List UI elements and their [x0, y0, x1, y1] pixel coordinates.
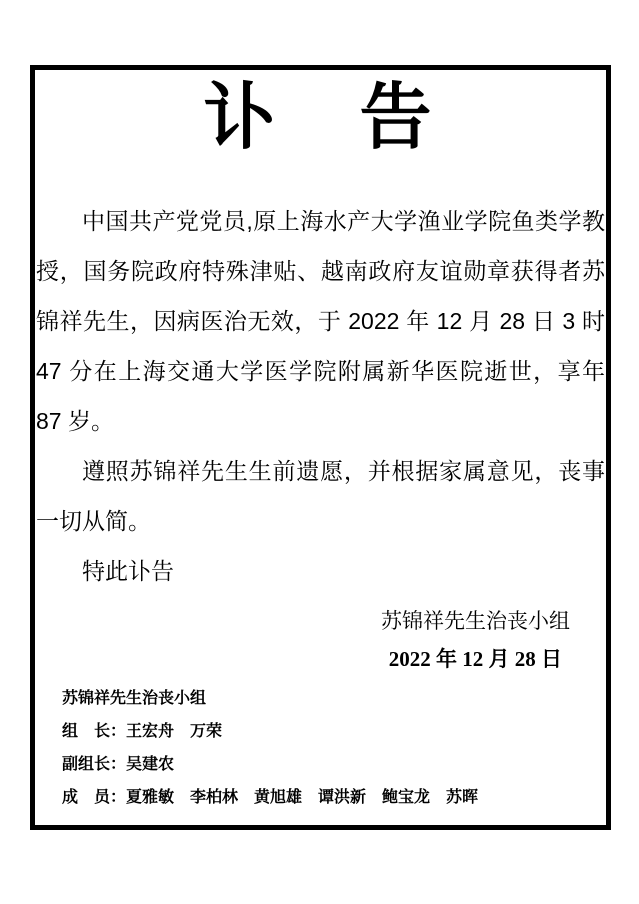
notice-border-box	[30, 65, 611, 830]
notice-title: 讣 告	[203, 78, 438, 158]
committee-section	[35, 682, 606, 814]
signature-block	[35, 602, 606, 678]
notice-body	[35, 196, 606, 596]
committee-row-deputy-leader: 副组长：吴建农	[62, 756, 175, 773]
notice-paragraph-funeral-arrangement: 遵照苏锦祥先生生前遗愿，并根据家属意见，丧事一切从简。	[36, 458, 605, 534]
signature-date: 2022 年 12 月 28 日	[388, 647, 562, 671]
notice-paragraph-main: 中国共产党党员,原上海水产大学渔业学院鱼类学教授，国务院政府特殊津贴、越南政府友谊勋章获得者苏锦祥先生，因病医治无效，于 2022 年 12 月 28 日 3 时 47 分在上海交通大学医学院附属新华医院逝世，享年 87 岁。	[36, 208, 605, 434]
notice-closing-line: 特此讣告	[82, 558, 174, 584]
committee-row-members: 成 员：夏雅敏 李柏林 黄旭雄 谭洪新 鲍宝龙 苏晖	[62, 789, 479, 806]
committee-heading: 苏锦祥先生治丧小组	[62, 690, 207, 707]
committee-row-leader: 组 长：王宏舟 万荣	[62, 723, 223, 740]
signature-group-name: 苏锦祥先生治丧小组	[381, 609, 570, 633]
